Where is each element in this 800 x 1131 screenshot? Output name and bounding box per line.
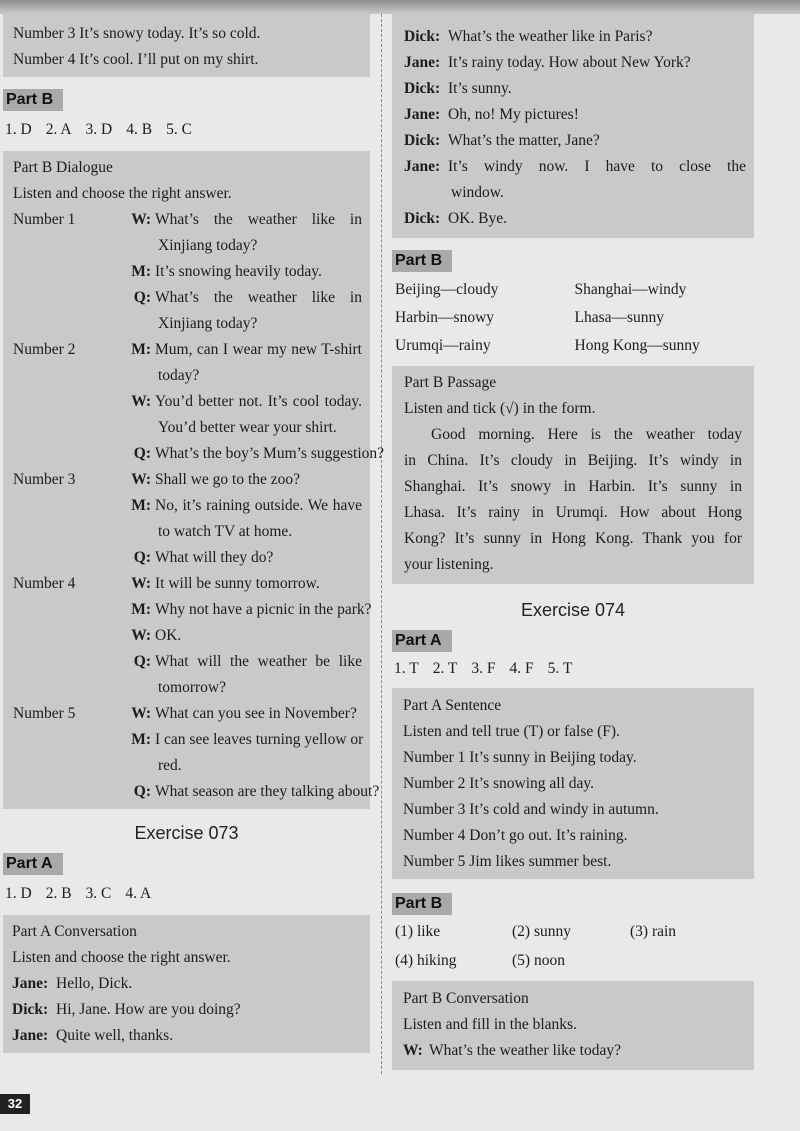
instruction: Listen and choose the right answer. xyxy=(12,949,231,966)
speaker: Jane: xyxy=(404,54,441,71)
instruction: Listen and choose the right answer. xyxy=(13,185,232,202)
dialogue-line xyxy=(13,337,362,363)
number-label xyxy=(13,623,119,649)
speaker: Dick: xyxy=(12,1001,49,1018)
instruction: Listen and tell true (T) or false (F). xyxy=(403,723,620,740)
line-text: What’s the weather like today? xyxy=(429,1042,621,1059)
line-text: What will they do? xyxy=(155,549,274,566)
part-b-tag: Part B xyxy=(3,89,63,111)
number-label xyxy=(13,259,119,285)
speaker: W: xyxy=(131,393,151,410)
paris-dialogue-box xyxy=(392,14,754,238)
line-text: You’d better wear your shirt. xyxy=(158,419,337,436)
part-a-sentence-box xyxy=(392,688,754,879)
dialogue-line xyxy=(13,701,362,727)
line-text: OK. Bye. xyxy=(448,210,507,227)
speaker xyxy=(119,753,155,779)
dialogue-line xyxy=(13,233,362,259)
dialogue-line xyxy=(13,467,362,493)
section-head: Part A Sentence xyxy=(403,697,502,714)
number-label xyxy=(13,415,119,441)
dialogue-line xyxy=(12,971,362,997)
number-label: Number 5 xyxy=(13,705,76,722)
line-text: window. xyxy=(451,184,504,201)
number-label xyxy=(13,311,119,337)
dialogue-line xyxy=(13,415,362,441)
line-text: It’s windy now. I have to close the xyxy=(448,158,746,175)
passage-line: your listening. xyxy=(404,556,494,573)
speaker: M: xyxy=(131,601,151,618)
city-weather-item: Beijing—cloudy xyxy=(395,281,499,298)
line-text: It’s rainy today. How about New York? xyxy=(448,54,691,71)
dialogue-line xyxy=(13,675,362,701)
line-text: What will the weather be like xyxy=(155,653,362,670)
speaker: W: xyxy=(131,211,151,228)
number-label xyxy=(13,441,119,467)
line-text: What’s the matter, Jane? xyxy=(448,132,600,149)
line-text: OK. xyxy=(155,627,182,644)
dialogue-line xyxy=(404,50,746,76)
section-head: Part B Passage xyxy=(404,374,497,391)
line-text: I can see leaves turning yellow or xyxy=(155,731,364,748)
line-text: Oh, no! My pictures! xyxy=(448,106,579,123)
line-text: It’s snowing heavily today. xyxy=(155,263,322,280)
line-text: Shall we go to the zoo? xyxy=(155,471,301,488)
number-label: Number 1 xyxy=(13,211,76,228)
part-a-answers: 1. D 2. B 3. C 4. A xyxy=(5,885,152,902)
exercise-073-title: Exercise 073 xyxy=(134,823,239,843)
line-text: to watch TV at home. xyxy=(158,523,293,540)
dialogue-line xyxy=(403,1038,746,1064)
page-number: 32 xyxy=(0,1094,30,1114)
line-text: What’s the weather like in xyxy=(155,211,362,228)
speaker xyxy=(119,233,155,259)
dialogue-line xyxy=(12,1023,362,1049)
speaker: Jane: xyxy=(12,975,49,992)
city-weather-item: Hong Kong—sunny xyxy=(574,337,700,354)
line-text: tomorrow? xyxy=(158,679,227,696)
dialogue-line xyxy=(13,597,372,623)
number-label xyxy=(13,545,119,571)
passage-line: Lhasa. It’s rainy in Urumqi. How about Hong xyxy=(404,504,742,521)
speaker xyxy=(119,363,155,389)
part-a-conversation-box xyxy=(3,915,370,1053)
speaker: W: xyxy=(131,627,151,644)
passage-line: Good morning. Here is the weather today xyxy=(431,426,742,443)
exercise-074-title: Exercise 074 xyxy=(520,600,626,620)
number-label xyxy=(13,649,119,675)
dialogue-line xyxy=(404,180,746,206)
dialogue-line xyxy=(13,259,362,285)
line-text: What’s the weather like in Paris? xyxy=(448,28,653,45)
dialogue-line xyxy=(404,76,746,102)
line-text: Xinjiang today? xyxy=(158,237,258,254)
speaker xyxy=(119,675,155,701)
number-label xyxy=(13,389,119,415)
number-label xyxy=(13,285,119,311)
sentence-line: Number 3 It’s snowy today. It’s so cold. xyxy=(13,25,261,42)
city-weather-item: Harbin—snowy xyxy=(395,309,495,326)
speaker xyxy=(119,519,155,545)
speaker: W: xyxy=(403,1042,423,1059)
part-b-answers: 1. D 2. A 3. D 4. B 5. C xyxy=(5,121,192,138)
speaker xyxy=(119,415,155,441)
sentence-line: Number 5 Jim likes summer best. xyxy=(403,853,612,870)
speaker: Jane: xyxy=(404,158,441,175)
speaker: Q: xyxy=(133,289,151,306)
sentence-line: Number 2 It’s snowing all day. xyxy=(403,775,594,792)
top-sentences-box xyxy=(3,14,370,77)
page-top-edge xyxy=(0,0,800,14)
passage-line: Kong? It’s sunny in Hong Kong. Thank you for xyxy=(404,530,742,547)
speaker: Q: xyxy=(133,445,151,462)
speaker: M: xyxy=(131,497,151,514)
line-text: Hi, Jane. How are you doing? xyxy=(56,1001,241,1018)
number-label xyxy=(13,779,119,805)
line-text: Why not have a picnic in the park? xyxy=(155,601,372,618)
right-column xyxy=(392,14,754,1070)
dialogue-line xyxy=(13,571,362,597)
number-label: Number 4 xyxy=(13,575,76,592)
section-head: Part B Conversation xyxy=(403,990,529,1007)
line-text: No, it’s raining outside. We have xyxy=(155,497,362,514)
dialogue-line xyxy=(13,519,362,545)
city-weather-grid xyxy=(392,276,754,360)
part-a-tag: Part A xyxy=(392,630,452,652)
sentence-line: Number 3 It’s cold and windy in autumn. xyxy=(403,801,659,818)
speaker: Dick: xyxy=(404,28,441,45)
number-label xyxy=(13,753,119,779)
speaker: Dick: xyxy=(404,210,441,227)
speaker: Dick: xyxy=(404,132,441,149)
dialogue-line xyxy=(13,649,362,675)
part-b-conversation-box xyxy=(392,981,754,1070)
speaker: W: xyxy=(131,471,151,488)
blanks-answers: (1) like (2) sunny (3) rain (4) hiking (5) noon xyxy=(395,923,677,969)
sentence-line: Number 4 It’s cool. I’ll put on my shirt. xyxy=(13,51,259,68)
number-label: Number 2 xyxy=(13,341,76,358)
dialogue-line xyxy=(13,493,362,519)
speaker: M: xyxy=(131,263,151,280)
dialogue-line xyxy=(13,779,380,805)
dialogue-line xyxy=(13,623,362,649)
line-text: It will be sunny tomorrow. xyxy=(155,575,320,592)
number-label xyxy=(13,727,119,753)
number-label xyxy=(13,597,119,623)
instruction: Listen and tick (√) in the form. xyxy=(404,400,596,417)
dialogue-line xyxy=(404,24,746,50)
dialogue-line xyxy=(404,102,746,128)
section-head: Part B Dialogue xyxy=(13,159,113,176)
dialogue-line xyxy=(13,753,362,779)
instruction: Listen and fill in the blanks. xyxy=(403,1016,577,1033)
left-column xyxy=(3,14,385,1053)
column-divider xyxy=(381,14,382,1074)
line-text: You’d better not. It’s cool today. xyxy=(155,393,362,410)
sentence-line: Number 1 It’s sunny in Beijing today. xyxy=(403,749,637,766)
line-text: Quite well, thanks. xyxy=(56,1027,174,1044)
city-weather-item: Urumqi—rainy xyxy=(395,337,491,354)
line-text: Hello, Dick. xyxy=(56,975,133,992)
dialogue-line xyxy=(13,363,362,389)
line-text: today? xyxy=(158,367,200,384)
passage-line: Shanghai. It’s snowy in Harbin. It’s sunny in xyxy=(404,478,742,495)
number-label: Number 3 xyxy=(13,471,76,488)
speaker: M: xyxy=(131,341,151,358)
dialogue-line xyxy=(13,285,362,311)
dialogue-line xyxy=(13,545,362,571)
section-head: Part A Conversation xyxy=(12,923,137,940)
speaker: Q: xyxy=(133,549,151,566)
dialogue-line xyxy=(404,128,746,154)
part-b-passage-box xyxy=(392,366,754,584)
dialogue-line xyxy=(13,207,362,233)
dialogue-line xyxy=(13,727,362,753)
line-text: It’s sunny. xyxy=(448,80,512,97)
number-label xyxy=(13,675,119,701)
part-a-answers: 1. T 2. T 3. F 4. F 5. T xyxy=(394,660,573,677)
speaker xyxy=(119,311,155,337)
number-label xyxy=(13,519,119,545)
part-b-tag: Part B xyxy=(392,250,452,272)
line-text: Mum, can I wear my new T-shirt xyxy=(155,341,362,358)
part-b-tag: Part B xyxy=(392,893,452,915)
line-text: What’s the boy’s Mum’s suggestion? xyxy=(155,445,385,462)
part-a-tag: Part A xyxy=(3,853,63,875)
sentence-line: Number 4 Don’t go out. It’s raining. xyxy=(403,827,628,844)
speaker: Jane: xyxy=(12,1027,49,1044)
dialogue-line xyxy=(13,389,362,415)
speaker: W: xyxy=(131,705,151,722)
city-weather-item: Shanghai—windy xyxy=(574,281,687,298)
line-text: Xinjiang today? xyxy=(158,315,258,332)
number-label xyxy=(13,363,119,389)
city-weather-item: Lhasa—sunny xyxy=(574,309,665,326)
speaker: Q: xyxy=(133,783,151,800)
speaker: Dick: xyxy=(404,80,441,97)
number-label xyxy=(13,233,119,259)
speaker: Q: xyxy=(133,653,151,670)
dialogue-line xyxy=(12,997,362,1023)
speaker: M: xyxy=(131,731,151,748)
line-text: red. xyxy=(158,757,182,774)
line-text: What’s the weather like in xyxy=(155,289,362,306)
dialogue-line xyxy=(404,206,746,232)
dialogue-line xyxy=(404,154,746,180)
dialogue-line xyxy=(13,311,362,337)
line-text: What season are they talking about? xyxy=(155,783,380,800)
line-text: What can you see in November? xyxy=(155,705,357,722)
speaker: W: xyxy=(131,575,151,592)
number-label xyxy=(13,493,119,519)
dialogue-line xyxy=(13,441,385,467)
part-b-dialogue-box xyxy=(3,151,385,809)
passage-line: in China. It’s cloudy in Beijing. It’s windy in xyxy=(404,452,742,469)
speaker: Jane: xyxy=(404,106,441,123)
